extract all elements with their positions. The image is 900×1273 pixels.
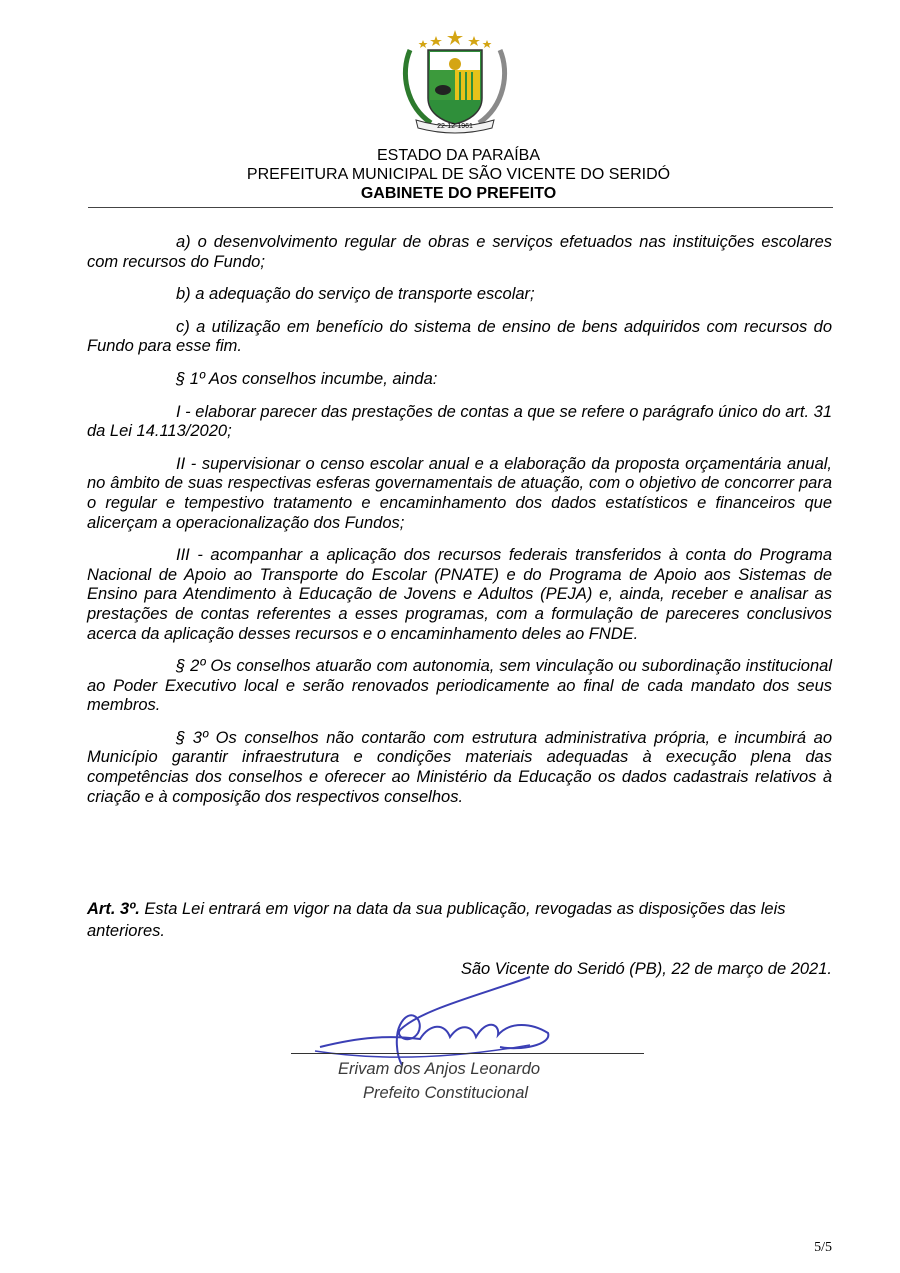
paragraph: a) o desenvolvimento regular de obras e serviços efetuados nas instituições escolares com recursos do Fundo; [87, 233, 832, 271]
place-date: São Vicente do Seridó (PB), 22 de março de 2021. [460, 960, 832, 978]
paragraph: § 1º Aos conselhos incumbe, ainda: [176, 369, 438, 388]
page-number: 5/5 [814, 1240, 832, 1255]
letterhead [0, 146, 900, 203]
document-body [87, 233, 832, 820]
municipal-coat-of-arms [396, 28, 514, 134]
article-3 [87, 898, 832, 942]
header-divider [88, 207, 833, 208]
paragraph: b) a adequação do serviço de transporte escolar; [176, 285, 535, 304]
office-name: GABINETE DO PREFEITO [360, 185, 557, 202]
signer-role: Prefeito Constitucional [363, 1084, 529, 1102]
signer-name: Erivam dos Anjos Leonardo [338, 1060, 541, 1078]
paragraph: III - acompanhar a aplicação dos recursos federais transferidos à conta do Programa Nacional de Apoio ao Transporte do Escolar (PNATE) e do Programa de Apoio aos Sistemas de Ensino para Atendimento à Educação de Jovens e Adultos (PEJA) e, ainda, receber e analisar as prestações de contas referentes a esses programas, com a formulação de pareceres conclusivos acerca da aplicação desses recursos e o encaminhamento deles ao FNDE. [87, 546, 832, 643]
article-label: Art. 3º. [87, 900, 140, 918]
paragraph: c) a utilização em benefício do sistema de ensino de bens adquiridos com recursos do Fundo para esse fim. [87, 317, 832, 356]
paragraph: I - elaborar parecer das prestações de contas a que se refere o parágrafo único do art. 31 da Lei 14.113/2020; [87, 402, 832, 441]
municipality-name: PREFEITURA MUNICIPAL DE SÃO VICENTE DO SERIDÓ [246, 166, 671, 183]
signature-line [291, 1053, 644, 1054]
article-text: Esta Lei entrará em vigor na data da sua publicação, revogadas as disposições das leis anteriores. [87, 900, 786, 940]
paragraph: § 2º Os conselhos atuarão com autonomia, sem vinculação ou subordinação institucional ao Poder Executivo local e serão renovados periodicamente ao final de cada mandato dos seus membros. [87, 657, 832, 715]
svg-text:22·12·1961: 22·12·1961 [437, 123, 473, 130]
paragraph: § 3º Os conselhos não contarão com estrutura administrativa própria, e incumbirá ao Município garantir infraestrutura e condições materiais adequadas à execução plena das competências dos conselhos e oferecer ao Ministério da Educação os dados cadastrais relativos à criação e à composição dos respectivos conselhos. [87, 728, 832, 806]
paragraph: II - supervisionar o censo escolar anual e a elaboração da proposta orçamentária anual, no âmbito de suas respectivas esferas governamentais de atuação, com o objetivo de concorrer para o regular e tempestivo tratamento e encaminhamento dos dados estatísticos e financeiros que alicerçam a operacionalização dos Fundos; [87, 454, 832, 532]
state-name: ESTADO DA PARAÍBA [376, 147, 540, 164]
